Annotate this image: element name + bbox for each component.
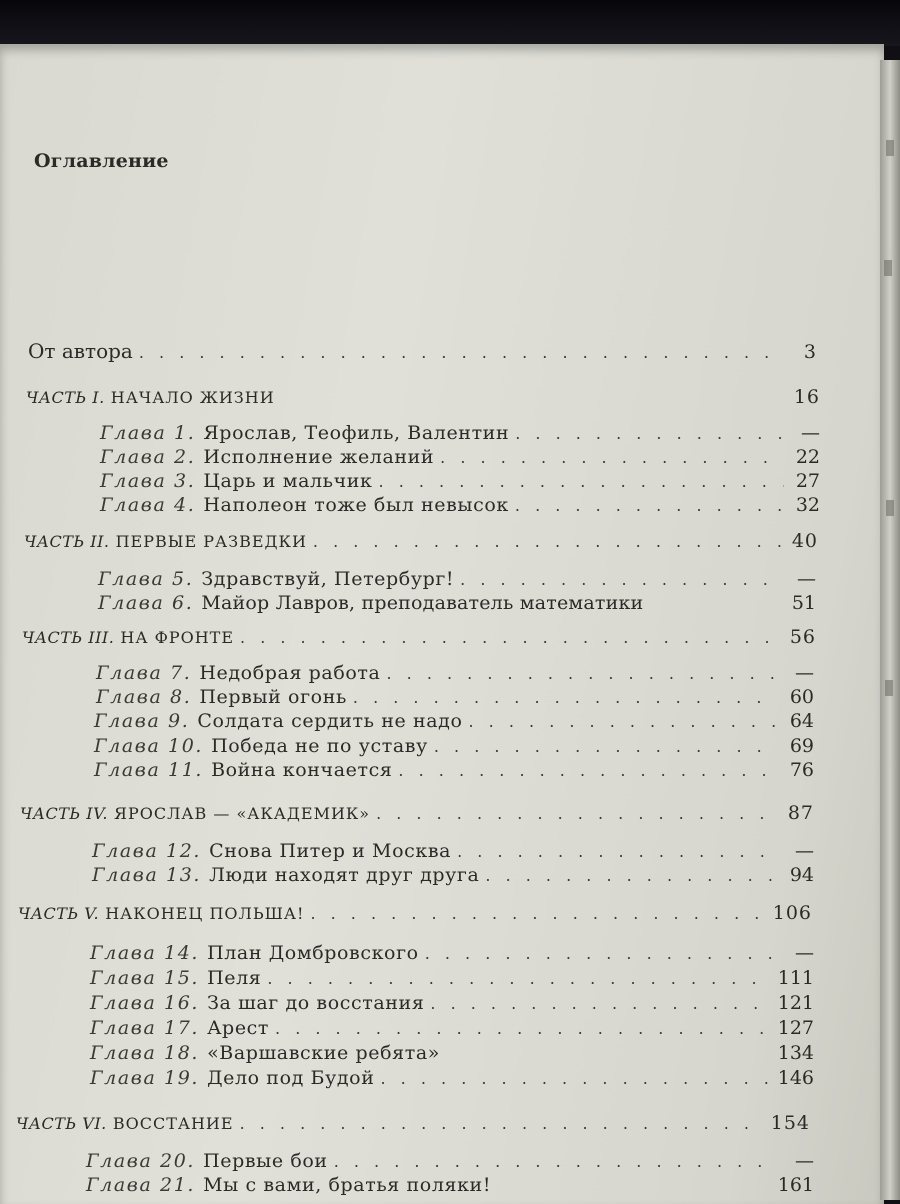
page-number: 127 bbox=[777, 1017, 814, 1039]
toc-chapter-6 bbox=[98, 590, 816, 616]
page-number: 106 bbox=[772, 902, 812, 924]
chapter-label: Глава 5. bbox=[98, 568, 194, 590]
toc-chapter-13 bbox=[92, 862, 814, 888]
chapter-title: За шаг до восстания bbox=[207, 992, 425, 1014]
page-top-shadow bbox=[0, 0, 900, 46]
toc-part-1 bbox=[26, 384, 820, 410]
page-number: 134 bbox=[777, 1042, 814, 1064]
toc-chapter-18 bbox=[90, 1040, 814, 1066]
chapter-title: Первый огонь bbox=[199, 686, 347, 708]
dot-leader bbox=[240, 1111, 765, 1137]
dot-leader bbox=[381, 1066, 772, 1092]
chapter-title: Первые бои bbox=[203, 1150, 328, 1172]
toc-chapter-4 bbox=[100, 492, 820, 518]
part-label: ЧАСТЬ I. bbox=[26, 388, 105, 407]
part-label: ЧАСТЬ V. bbox=[18, 904, 100, 923]
chapter-label: Глава 7. bbox=[96, 662, 192, 684]
edge-mark bbox=[886, 500, 894, 516]
chapter-label: Глава 16. bbox=[90, 992, 200, 1014]
page-number: 60 bbox=[789, 686, 814, 708]
dot-leader bbox=[310, 901, 766, 927]
part-title: ВОССТАНИЕ bbox=[112, 1114, 234, 1133]
chapter-title: Победа не по уставу bbox=[211, 735, 428, 757]
toc-chapter-19 bbox=[90, 1065, 814, 1091]
chapter-title: Дело под Будой bbox=[207, 1067, 375, 1089]
part-label: ЧАСТЬ II. bbox=[24, 532, 110, 551]
page-number: — bbox=[795, 662, 814, 684]
part-title: ЯРОСЛАВ — «АКАДЕМИК» bbox=[114, 804, 371, 823]
chapter-label: Глава 4. bbox=[100, 494, 196, 516]
dot-leader bbox=[139, 340, 780, 366]
edge-mark bbox=[886, 140, 894, 156]
page-number: 87 bbox=[787, 802, 814, 824]
toc-part-3 bbox=[22, 624, 816, 650]
toc-part-6 bbox=[16, 1110, 810, 1136]
chapter-label: Глава 10. bbox=[94, 735, 204, 757]
chapter-label: Глава 13. bbox=[92, 864, 202, 886]
page-number: 16 bbox=[793, 386, 820, 408]
chapter-title: Царь и мальчик bbox=[203, 470, 373, 492]
toc-chapter-12 bbox=[92, 838, 814, 864]
toc-chapter-8 bbox=[96, 684, 814, 710]
part-label: ЧАСТЬ IV. bbox=[20, 804, 108, 823]
page-number: 111 bbox=[777, 967, 814, 989]
toc-chapter-10 bbox=[94, 733, 814, 759]
chapter-label: Глава 8. bbox=[96, 686, 192, 708]
toc-chapter-9 bbox=[94, 708, 814, 734]
chapter-label: Глава 19. bbox=[90, 1067, 200, 1089]
next-page-edge bbox=[880, 60, 900, 1200]
chapter-title: План Домбровского bbox=[207, 942, 419, 964]
part-label: ЧАСТЬ III. bbox=[22, 628, 115, 647]
toc-chapter-17 bbox=[90, 1015, 814, 1041]
page-number: 94 bbox=[789, 864, 814, 886]
toc-chapter-15 bbox=[90, 965, 814, 991]
chapter-label: Глава 12. bbox=[92, 840, 202, 862]
page-number: — bbox=[795, 1150, 814, 1172]
page-number: — bbox=[795, 942, 814, 964]
toc-heading: Оглавление bbox=[34, 150, 169, 172]
page-number: 146 bbox=[777, 1067, 814, 1089]
page-number: 56 bbox=[789, 626, 816, 648]
page-number: — bbox=[797, 568, 816, 590]
dot-leader bbox=[275, 1016, 772, 1042]
chapter-title: Наполеон тоже был невысок bbox=[203, 494, 509, 516]
page-number: 121 bbox=[777, 992, 814, 1014]
toc-chapter-11 bbox=[94, 757, 814, 783]
chapter-label: Глава 20. bbox=[86, 1150, 196, 1172]
edge-mark bbox=[884, 260, 892, 276]
page-number: 69 bbox=[789, 735, 814, 757]
dot-leader bbox=[469, 709, 779, 735]
dot-leader bbox=[430, 991, 771, 1017]
part-title: ПЕРВЫЕ РАЗВЕДКИ bbox=[115, 532, 307, 551]
edge-mark bbox=[885, 680, 893, 696]
part-title: НАКОНЕЦ ПОЛЬША! bbox=[105, 904, 305, 923]
chapter-label: Глава 14. bbox=[90, 942, 200, 964]
toc-chapter-1 bbox=[100, 420, 820, 446]
chapter-title: Арест bbox=[207, 1017, 270, 1039]
chapter-title: Пеля bbox=[207, 967, 262, 989]
chapter-label: Глава 17. bbox=[90, 1017, 200, 1039]
chapter-title: Майор Лавров, преподаватель математики bbox=[201, 592, 644, 614]
page-number: 27 bbox=[795, 470, 820, 492]
chapter-label: Глава 11. bbox=[94, 759, 204, 781]
page-number: 154 bbox=[770, 1112, 810, 1134]
part-title: НА ФРОНТЕ bbox=[120, 628, 235, 647]
dot-leader bbox=[485, 863, 778, 889]
chapter-title: Мы с вами, братья поляки! bbox=[203, 1174, 492, 1196]
chapter-title: Недобрая работа bbox=[199, 662, 381, 684]
page-number: — bbox=[801, 422, 820, 444]
chapter-label: Глава 15. bbox=[90, 967, 200, 989]
toc-chapter-14 bbox=[90, 940, 814, 966]
chapter-title: Ярослав, Теофиль, Валентин bbox=[203, 422, 510, 444]
entry-title: От автора bbox=[28, 339, 133, 363]
page-number: — bbox=[795, 840, 814, 862]
chapter-title: «Варшавские ребята» bbox=[207, 1042, 440, 1064]
page-number: 51 bbox=[791, 592, 816, 614]
page-number: 3 bbox=[803, 341, 816, 363]
toc-entry-preface bbox=[28, 338, 816, 364]
dot-leader bbox=[376, 801, 778, 827]
chapter-label: Глава 2. bbox=[100, 446, 196, 468]
chapter-label: Глава 9. bbox=[94, 710, 190, 732]
dot-leader bbox=[515, 493, 784, 519]
toc-chapter-21 bbox=[86, 1172, 814, 1198]
dot-leader bbox=[398, 758, 778, 784]
page-number: 161 bbox=[777, 1174, 814, 1196]
part-title: НАЧАЛО ЖИЗНИ bbox=[110, 388, 275, 407]
chapter-title: Исполнение желаний bbox=[203, 446, 435, 468]
chapter-label: Глава 3. bbox=[100, 470, 196, 492]
toc-chapter-20 bbox=[86, 1148, 814, 1174]
toc-chapter-2 bbox=[100, 444, 820, 470]
chapter-title: Война кончается bbox=[211, 759, 393, 781]
dot-leader bbox=[240, 625, 780, 651]
chapter-title: Здравствуй, Петербург! bbox=[201, 568, 455, 590]
chapter-label: Глава 18. bbox=[90, 1042, 200, 1064]
chapter-title: Люди находят друг друга bbox=[209, 864, 480, 886]
toc-part-4 bbox=[20, 800, 814, 826]
dot-leader bbox=[425, 941, 778, 967]
chapter-label: Глава 6. bbox=[98, 592, 194, 614]
chapter-label: Глава 21. bbox=[86, 1174, 196, 1196]
page-number: 22 bbox=[795, 446, 820, 468]
dot-leader bbox=[313, 529, 782, 555]
page-number: 64 bbox=[789, 710, 814, 732]
dot-leader bbox=[267, 966, 771, 992]
chapter-label: Глава 1. bbox=[100, 422, 196, 444]
part-label: ЧАСТЬ VI. bbox=[16, 1114, 107, 1133]
toc-chapter-16 bbox=[90, 990, 814, 1016]
chapter-title: Солдата сердить не надо bbox=[197, 710, 463, 732]
page-number: 40 bbox=[791, 530, 818, 552]
toc-part-2 bbox=[24, 528, 818, 554]
chapter-title: Снова Питер и Москва bbox=[209, 840, 452, 862]
toc-chapter-3 bbox=[100, 468, 820, 494]
toc-part-5 bbox=[18, 900, 812, 926]
page-number: 76 bbox=[789, 759, 814, 781]
page-number: 32 bbox=[795, 494, 820, 516]
toc-chapter-5 bbox=[98, 566, 816, 592]
toc-chapter-7 bbox=[96, 660, 814, 686]
